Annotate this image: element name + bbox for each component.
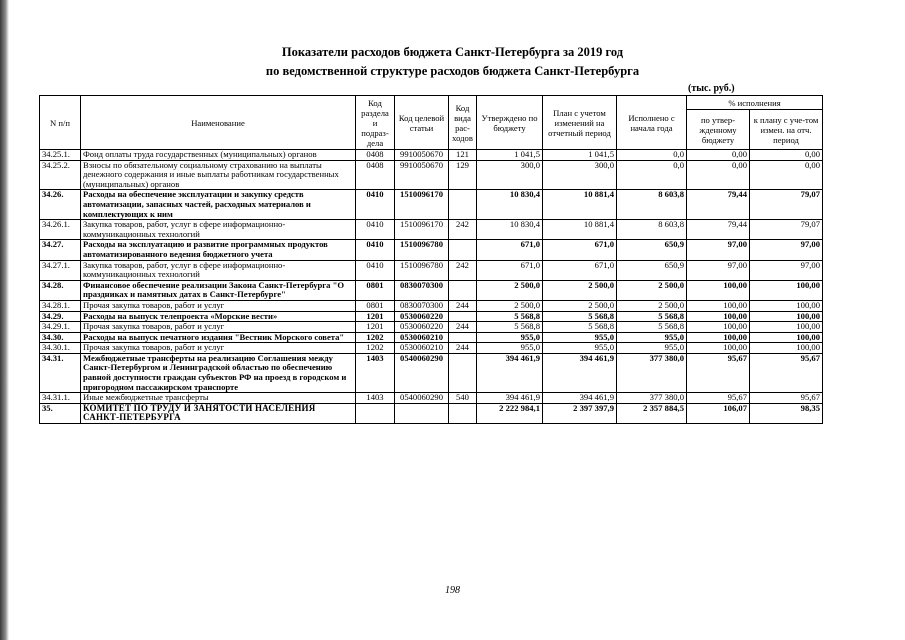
cell-target-code: 9910050670 <box>395 160 449 190</box>
cell-section-code: 0801 <box>356 280 395 300</box>
cell-type-code <box>449 280 477 300</box>
cell-plan: 5 568,8 <box>543 322 617 333</box>
table-row <box>40 160 823 190</box>
table-row <box>40 240 823 260</box>
table-row <box>40 353 823 392</box>
cell-executed: 8 603,8 <box>617 190 687 220</box>
cell-type-code: 242 <box>449 260 477 280</box>
cell-executed: 2 357 884,5 <box>617 403 687 423</box>
cell-num: 34.26.1. <box>40 220 81 240</box>
table-row <box>40 220 823 240</box>
cell-executed: 5 568,8 <box>617 322 687 333</box>
table-row <box>40 280 823 300</box>
table-row <box>40 260 823 280</box>
cell-target-code: 9910050670 <box>395 150 449 161</box>
cell-percent-approved: 97,00 <box>687 240 750 260</box>
header-type: Код вида рас-ходов <box>449 96 477 150</box>
cell-section-code: 0410 <box>356 220 395 240</box>
cell-name: Прочая закупка товаров, работ и услуг <box>81 343 356 354</box>
cell-executed: 2 500,0 <box>617 300 687 311</box>
cell-percent-approved: 95,67 <box>687 393 750 404</box>
cell-plan: 671,0 <box>543 260 617 280</box>
cell-name: Фонд оплаты труда государственных (муниципальных) органов <box>81 150 356 161</box>
cell-type-code: 244 <box>449 322 477 333</box>
cell-plan: 394 461,9 <box>543 393 617 404</box>
cell-executed: 5 568,8 <box>617 311 687 322</box>
cell-percent-approved: 0,00 <box>687 150 750 161</box>
cell-executed: 8 603,8 <box>617 220 687 240</box>
cell-plan: 394 461,9 <box>543 353 617 392</box>
cell-percent-approved: 100,00 <box>687 322 750 333</box>
cell-percent-plan: 100,00 <box>750 311 823 322</box>
table-row <box>40 332 823 343</box>
cell-target-code: 1510096170 <box>395 220 449 240</box>
cell-percent-approved: 0,00 <box>687 160 750 190</box>
table-row <box>40 190 823 220</box>
cell-target-code <box>395 403 449 423</box>
cell-percent-approved: 95,67 <box>687 353 750 392</box>
cell-num: 34.30. <box>40 332 81 343</box>
cell-name: Прочая закупка товаров, работ и услуг <box>81 322 356 333</box>
cell-section-code: 1201 <box>356 322 395 333</box>
cell-name: Расходы на выпуск печатного издания "Вестник Морского совета" <box>81 332 356 343</box>
cell-plan: 2 397 397,9 <box>543 403 617 423</box>
cell-approved: 10 830,4 <box>477 220 543 240</box>
cell-num: 34.25.1. <box>40 150 81 161</box>
cell-percent-plan: 100,00 <box>750 322 823 333</box>
header-percent-plan: к плану с уче-том измен. на отч. период <box>750 110 823 150</box>
cell-executed: 650,9 <box>617 260 687 280</box>
cell-num: 34.29. <box>40 311 81 322</box>
cell-type-code <box>449 403 477 423</box>
cell-plan: 2 500,0 <box>543 300 617 311</box>
cell-name: Расходы на выпуск телепроекта «Морские вести» <box>81 311 356 322</box>
table-row <box>40 322 823 333</box>
cell-target-code: 0530060220 <box>395 322 449 333</box>
cell-percent-plan: 97,00 <box>750 240 823 260</box>
cell-num: 34.26. <box>40 190 81 220</box>
header-percent-approved: по утвер-жденному бюджету <box>687 110 750 150</box>
cell-percent-approved: 100,00 <box>687 343 750 354</box>
cell-plan: 671,0 <box>543 240 617 260</box>
cell-num: 34.25.2. <box>40 160 81 190</box>
cell-percent-plan: 95,67 <box>750 393 823 404</box>
cell-type-code <box>449 240 477 260</box>
cell-plan: 10 881,4 <box>543 190 617 220</box>
cell-approved: 5 568,8 <box>477 311 543 322</box>
cell-section-code: 0410 <box>356 190 395 220</box>
cell-target-code: 1510096780 <box>395 260 449 280</box>
table-row <box>40 150 823 161</box>
cell-percent-approved: 79,44 <box>687 190 750 220</box>
table-row <box>40 393 823 404</box>
cell-percent-plan: 100,00 <box>750 343 823 354</box>
cell-name: Закупка товаров, работ, услуг в сфере информационно-коммуникационных технологий <box>81 260 356 280</box>
cell-section-code: 1403 <box>356 353 395 392</box>
cell-executed: 377 380,0 <box>617 393 687 404</box>
cell-approved: 671,0 <box>477 240 543 260</box>
cell-name: Межбюджетные трансферты на реализацию Соглашения между Санкт-Петербургом и Ленинградской областью по обеспечению равной доступности граждан субъектов РФ на проезд в городском и пригородном пассажирском транспорте <box>81 353 356 392</box>
cell-num: 34.31. <box>40 353 81 392</box>
cell-type-code <box>449 353 477 392</box>
cell-percent-approved: 100,00 <box>687 300 750 311</box>
cell-percent-plan: 79,07 <box>750 220 823 240</box>
cell-executed: 650,9 <box>617 240 687 260</box>
cell-approved: 5 568,8 <box>477 322 543 333</box>
cell-target-code: 0530060210 <box>395 332 449 343</box>
page-number: 198 <box>445 585 460 596</box>
cell-type-code: 244 <box>449 300 477 311</box>
cell-percent-plan: 100,00 <box>750 300 823 311</box>
cell-section-code: 1403 <box>356 393 395 404</box>
cell-executed: 0,0 <box>617 150 687 161</box>
cell-type-code <box>449 190 477 220</box>
cell-name: КОМИТЕТ ПО ТРУДУ И ЗАНЯТОСТИ НАСЕЛЕНИЯ САНКТ-ПЕТЕРБУРГА <box>81 403 356 423</box>
cell-num: 34.30.1. <box>40 343 81 354</box>
budget-table <box>39 95 823 424</box>
cell-approved: 10 830,4 <box>477 190 543 220</box>
cell-plan: 1 041,5 <box>543 150 617 161</box>
cell-num: 34.28.1. <box>40 300 81 311</box>
cell-percent-plan: 97,00 <box>750 260 823 280</box>
cell-percent-plan: 100,00 <box>750 280 823 300</box>
scan-edge-shadow <box>0 0 9 640</box>
cell-section-code: 0408 <box>356 160 395 190</box>
cell-executed: 377 380,0 <box>617 353 687 392</box>
cell-plan: 10 881,4 <box>543 220 617 240</box>
cell-plan: 2 500,0 <box>543 280 617 300</box>
cell-target-code: 0540060290 <box>395 393 449 404</box>
cell-percent-plan: 0,00 <box>750 160 823 190</box>
table-body <box>40 150 823 424</box>
document-title-line2: по ведомственной структуре расходов бюджета Санкт-Петербурга <box>265 64 640 78</box>
cell-name: Прочая закупка товаров, работ и услуг <box>81 300 356 311</box>
cell-approved: 394 461,9 <box>477 353 543 392</box>
cell-approved: 2 500,0 <box>477 280 543 300</box>
cell-percent-plan: 79,07 <box>750 190 823 220</box>
cell-section-code: 0410 <box>356 260 395 280</box>
cell-section-code: 0408 <box>356 150 395 161</box>
cell-percent-plan: 98,35 <box>750 403 823 423</box>
cell-num: 34.29.1. <box>40 322 81 333</box>
header-num: N п/п <box>40 96 81 150</box>
cell-type-code: 540 <box>449 393 477 404</box>
cell-num: 34.27.1. <box>40 260 81 280</box>
cell-num: 34.28. <box>40 280 81 300</box>
document-title-line1: Показатели расходов бюджета Санкт-Петербурга за 2019 год <box>281 45 624 59</box>
cell-percent-approved: 100,00 <box>687 280 750 300</box>
cell-type-code: 242 <box>449 220 477 240</box>
cell-name: Иные межбюджетные трансферты <box>81 393 356 404</box>
cell-type-code <box>449 332 477 343</box>
header-target: Код целевой статьи <box>395 96 449 150</box>
cell-approved: 300,0 <box>477 160 543 190</box>
cell-percent-approved: 97,00 <box>687 260 750 280</box>
cell-executed: 2 500,0 <box>617 280 687 300</box>
cell-approved: 955,0 <box>477 332 543 343</box>
header-percent-group: % исполнения <box>687 96 823 110</box>
cell-name: Финансовое обеспечение реализации Закона Санкт-Петербурга "О праздниках и памятных датах в Санкт-Петербурге" <box>81 280 356 300</box>
cell-section-code: 1202 <box>356 332 395 343</box>
cell-plan: 955,0 <box>543 332 617 343</box>
cell-type-code <box>449 311 477 322</box>
cell-plan: 5 568,8 <box>543 311 617 322</box>
cell-target-code: 0530060210 <box>395 343 449 354</box>
cell-approved: 671,0 <box>477 260 543 280</box>
cell-target-code: 0830070300 <box>395 280 449 300</box>
cell-type-code: 121 <box>449 150 477 161</box>
cell-plan: 300,0 <box>543 160 617 190</box>
cell-approved: 955,0 <box>477 343 543 354</box>
cell-executed: 955,0 <box>617 343 687 354</box>
cell-percent-approved: 100,00 <box>687 311 750 322</box>
cell-num: 34.31.1. <box>40 393 81 404</box>
cell-approved: 1 041,5 <box>477 150 543 161</box>
cell-percent-plan: 100,00 <box>750 332 823 343</box>
cell-executed: 955,0 <box>617 332 687 343</box>
cell-target-code: 1510096170 <box>395 190 449 220</box>
cell-percent-approved: 106,07 <box>687 403 750 423</box>
cell-target-code: 0830070300 <box>395 300 449 311</box>
cell-percent-approved: 100,00 <box>687 332 750 343</box>
cell-approved: 2 222 984,1 <box>477 403 543 423</box>
cell-executed: 0,0 <box>617 160 687 190</box>
cell-section-code: 0410 <box>356 240 395 260</box>
cell-target-code: 0540060290 <box>395 353 449 392</box>
table-row <box>40 343 823 354</box>
cell-target-code: 0530060220 <box>395 311 449 322</box>
cell-name: Расходы на эксплуатацию и развитие программных продуктов автоматизированного ведения бюджетного учета <box>81 240 356 260</box>
cell-type-code: 244 <box>449 343 477 354</box>
header-approved: Утверждено по бюджету <box>477 96 543 150</box>
cell-section-code: 1201 <box>356 311 395 322</box>
cell-section-code <box>356 403 395 423</box>
table-row <box>40 300 823 311</box>
cell-section-code: 1202 <box>356 343 395 354</box>
cell-percent-plan: 95,67 <box>750 353 823 392</box>
cell-name: Взносы по обязательному социальному страхованию на выплаты денежного содержания и иные выплаты работникам государственных (муниципальных) органов <box>81 160 356 190</box>
cell-percent-plan: 0,00 <box>750 150 823 161</box>
table-row <box>40 311 823 322</box>
cell-percent-approved: 79,44 <box>687 220 750 240</box>
cell-approved: 394 461,9 <box>477 393 543 404</box>
cell-num: 35. <box>40 403 81 423</box>
header-section: Код раздела и подраз-дела <box>356 96 395 150</box>
cell-plan: 955,0 <box>543 343 617 354</box>
cell-num: 34.27. <box>40 240 81 260</box>
units-label: (тыс. руб.) <box>688 83 735 94</box>
cell-name: Расходы на обеспечение эксплуатации и закупку средств автоматизации, запасных частей, расходных материалов и комплектующих к ним <box>81 190 356 220</box>
table-row <box>40 403 823 423</box>
cell-target-code: 1510096780 <box>395 240 449 260</box>
cell-name: Закупка товаров, работ, услуг в сфере информационно-коммуникационных технологий <box>81 220 356 240</box>
cell-approved: 2 500,0 <box>477 300 543 311</box>
cell-section-code: 0801 <box>356 300 395 311</box>
header-executed: Исполнено с начала года <box>617 96 687 150</box>
cell-type-code: 129 <box>449 160 477 190</box>
header-plan: План с учетом изменений на отчетный период <box>543 96 617 150</box>
header-name: Наименование <box>81 96 356 150</box>
